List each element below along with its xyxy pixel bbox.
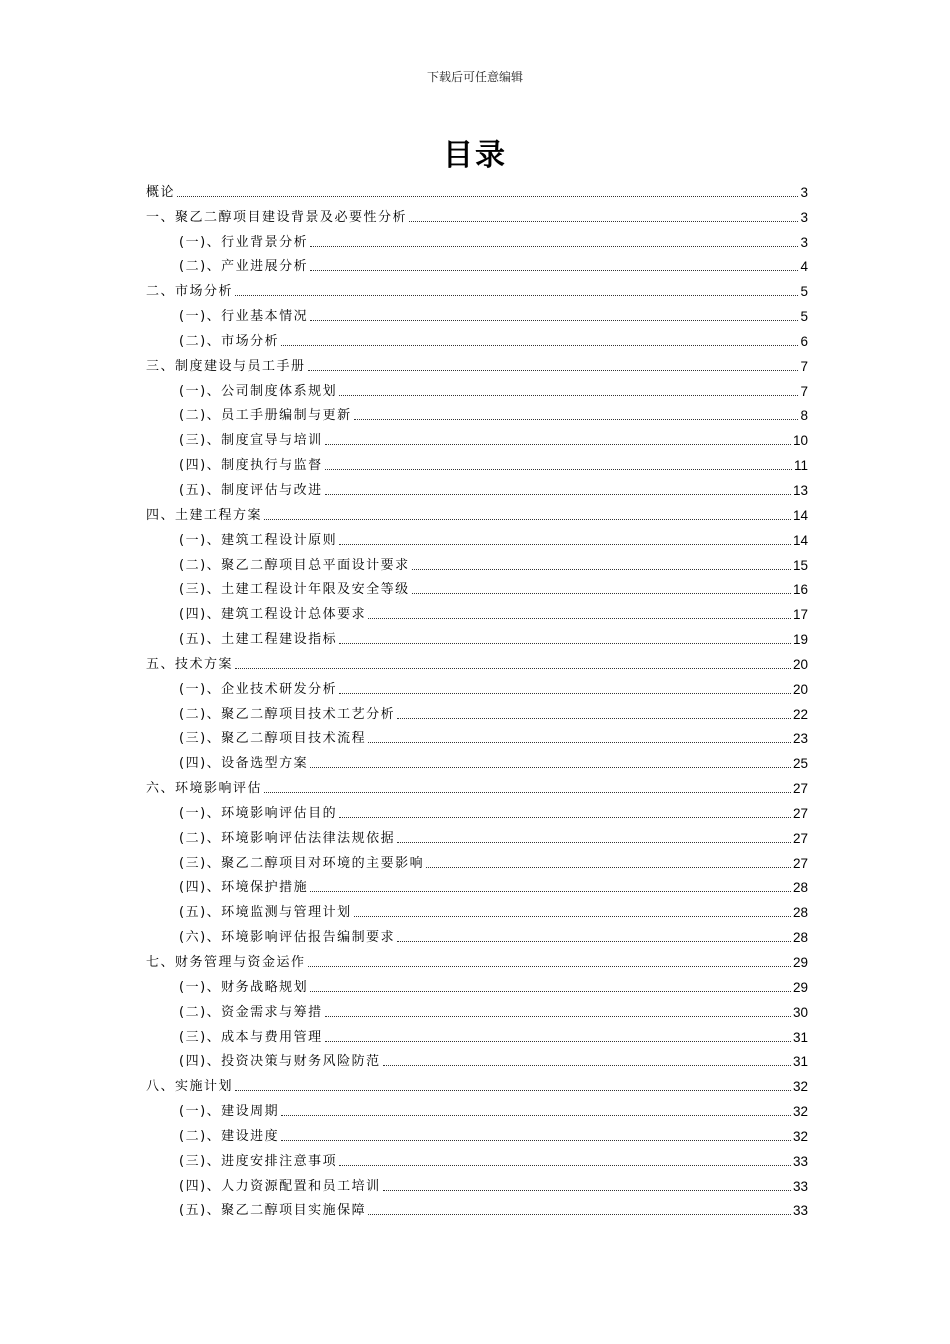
toc-entry-label: (二)、资金需求与筹措 <box>179 1004 323 1020</box>
toc-dot-leader <box>409 220 798 222</box>
toc-entry[interactable] <box>146 946 808 971</box>
toc-dot-leader <box>308 369 799 371</box>
toc-entry-page-number: 6 <box>800 333 808 349</box>
table-of-contents <box>146 176 808 1219</box>
toc-entry-label: (一)、企业技术研发分析 <box>179 681 338 697</box>
toc-entry[interactable] <box>146 474 808 499</box>
toc-dot-leader <box>310 890 791 892</box>
toc-title: 目录 <box>443 138 507 173</box>
toc-entry[interactable] <box>146 921 808 946</box>
toc-dot-leader <box>339 642 791 644</box>
toc-dot-leader <box>325 493 791 495</box>
toc-entry-page-number: 4 <box>800 259 808 275</box>
toc-entry[interactable] <box>146 226 808 251</box>
toc-entry-label: (二)、聚乙二醇项目技术工艺分析 <box>179 706 396 722</box>
toc-entry[interactable] <box>146 1046 808 1071</box>
toc-dot-leader <box>235 667 791 669</box>
toc-entry[interactable] <box>146 623 808 648</box>
toc-dot-leader <box>383 1064 791 1066</box>
toc-dot-leader <box>310 245 798 247</box>
toc-entry-label: (二)、产业进展分析 <box>179 259 309 275</box>
toc-entry-label: 三、制度建设与员工手册 <box>146 358 306 374</box>
toc-entry-page-number: 16 <box>792 582 808 598</box>
toc-entry-label: (四)、建筑工程设计总体要求 <box>179 607 367 623</box>
toc-entry-page-number: 3 <box>800 209 808 225</box>
toc-entry-label: (四)、设备选型方案 <box>179 756 309 772</box>
toc-entry-page-number: 7 <box>800 383 808 399</box>
toc-entry[interactable] <box>146 797 808 822</box>
toc-entry-page-number: 8 <box>800 408 808 424</box>
toc-entry-page-number: 14 <box>792 507 808 523</box>
toc-entry[interactable] <box>146 424 808 449</box>
toc-entry-page-number: 27 <box>792 855 808 871</box>
toc-entry-label: 四、土建工程方案 <box>146 507 263 523</box>
toc-entry[interactable] <box>146 1021 808 1046</box>
toc-entry-label: (三)、聚乙二醇项目对环境的主要影响 <box>179 855 425 871</box>
toc-dot-leader <box>426 866 791 868</box>
toc-dot-leader <box>177 195 798 197</box>
toc-entry[interactable] <box>146 1145 808 1170</box>
toc-dot-leader <box>325 1015 791 1017</box>
toc-entry-label: (二)、市场分析 <box>179 333 280 349</box>
toc-entry-label: (三)、土建工程设计年限及安全等级 <box>179 582 410 598</box>
toc-entry-page-number: 17 <box>792 607 808 623</box>
toc-entry[interactable] <box>146 822 808 847</box>
toc-entry-page-number: 15 <box>792 557 808 573</box>
toc-dot-leader <box>354 915 791 917</box>
toc-dot-leader <box>325 443 791 445</box>
toc-dot-leader <box>310 766 791 768</box>
toc-dot-leader <box>325 468 792 470</box>
toc-entry[interactable] <box>146 1170 808 1195</box>
toc-entry-page-number: 27 <box>792 781 808 797</box>
toc-entry-label: (三)、制度宣导与培训 <box>179 433 323 449</box>
toc-entry[interactable] <box>146 176 808 201</box>
toc-entry-page-number: 11 <box>793 458 808 474</box>
toc-entry[interactable] <box>146 673 808 698</box>
toc-dot-leader <box>308 965 791 967</box>
toc-entry-label: (二)、环境影响评估法律法规依据 <box>179 830 396 846</box>
toc-entry[interactable] <box>146 648 808 673</box>
toc-dot-leader <box>339 816 791 818</box>
toc-entry-page-number: 3 <box>800 234 808 250</box>
toc-entry-label: (五)、环境监测与管理计划 <box>179 905 352 921</box>
toc-entry-page-number: 25 <box>792 756 808 772</box>
toc-dot-leader <box>339 543 791 545</box>
toc-entry-page-number: 32 <box>792 1079 808 1095</box>
toc-entry-label: (五)、聚乙二醇项目实施保障 <box>179 1203 367 1219</box>
toc-entry-page-number: 33 <box>792 1153 808 1169</box>
toc-dot-leader <box>397 940 791 942</box>
toc-entry[interactable] <box>146 698 808 723</box>
toc-entry-page-number: 27 <box>792 830 808 846</box>
toc-entry[interactable] <box>146 847 808 872</box>
toc-entry[interactable] <box>146 1195 808 1220</box>
toc-dot-leader <box>412 568 791 570</box>
toc-entry-page-number: 32 <box>792 1128 808 1144</box>
toc-entry-label: (三)、成本与费用管理 <box>179 1029 323 1045</box>
toc-entry-label: (一)、行业基本情况 <box>179 309 309 325</box>
toc-entry-page-number: 31 <box>792 1054 808 1070</box>
toc-entry[interactable] <box>146 201 808 226</box>
toc-entry-label: 五、技术方案 <box>146 656 234 672</box>
toc-entry-label: (二)、员工手册编制与更新 <box>179 408 352 424</box>
toc-dot-leader <box>310 990 791 992</box>
toc-entry[interactable] <box>146 574 808 599</box>
toc-dot-leader <box>354 418 799 420</box>
toc-entry-page-number: 28 <box>792 880 808 896</box>
toc-dot-leader <box>235 294 798 296</box>
toc-entry-page-number: 13 <box>792 482 808 498</box>
toc-entry-label: (四)、制度执行与监督 <box>179 458 323 474</box>
toc-entry-page-number: 20 <box>792 656 808 672</box>
toc-entry-label: (一)、财务战略规划 <box>179 979 309 995</box>
toc-dot-leader <box>339 1164 791 1166</box>
toc-entry[interactable] <box>146 1095 808 1120</box>
toc-dot-leader <box>281 344 798 346</box>
toc-dot-leader <box>397 717 791 719</box>
toc-entry[interactable] <box>146 275 808 300</box>
toc-entry[interactable] <box>146 772 808 797</box>
toc-entry-label: 二、市场分析 <box>146 284 234 300</box>
toc-entry-page-number: 19 <box>792 632 808 648</box>
toc-entry-page-number: 14 <box>792 532 808 548</box>
toc-entry-label: (一)、建设周期 <box>179 1104 280 1120</box>
toc-entry-page-number: 20 <box>792 681 808 697</box>
header-note: 下载后可任意编辑 <box>426 70 523 84</box>
toc-entry-label: 概论 <box>146 184 176 200</box>
toc-dot-leader <box>339 394 798 396</box>
toc-entry-label: (四)、投资决策与财务风险防范 <box>179 1054 381 1070</box>
toc-entry-page-number: 23 <box>792 731 808 747</box>
toc-entry[interactable] <box>146 300 808 325</box>
toc-dot-leader <box>310 319 798 321</box>
toc-entry[interactable] <box>146 872 808 897</box>
toc-entry[interactable] <box>146 896 808 921</box>
toc-entry-page-number: 32 <box>792 1104 808 1120</box>
toc-entry-label: (五)、制度评估与改进 <box>179 482 323 498</box>
toc-entry[interactable] <box>146 400 808 425</box>
toc-entry-page-number: 5 <box>800 309 808 325</box>
toc-entry-label: (四)、环境保护措施 <box>179 880 309 896</box>
toc-entry-label: (二)、建设进度 <box>179 1128 280 1144</box>
toc-entry-page-number: 30 <box>792 1004 808 1020</box>
toc-dot-leader <box>383 1189 791 1191</box>
toc-entry-page-number: 28 <box>792 905 808 921</box>
toc-entry-page-number: 28 <box>792 930 808 946</box>
toc-entry[interactable] <box>146 499 808 524</box>
toc-dot-leader <box>412 592 791 594</box>
toc-entry[interactable] <box>146 251 808 276</box>
toc-entry-label: (一)、公司制度体系规划 <box>179 383 338 399</box>
toc-entry[interactable] <box>146 375 808 400</box>
toc-entry-label: (五)、土建工程建设指标 <box>179 632 338 648</box>
toc-dot-leader <box>235 1089 791 1091</box>
toc-dot-leader <box>339 692 791 694</box>
toc-entry[interactable] <box>146 1070 808 1095</box>
toc-entry-label: 一、聚乙二醇项目建设背景及必要性分析 <box>146 209 408 225</box>
toc-entry[interactable] <box>146 350 808 375</box>
toc-entry[interactable] <box>146 524 808 549</box>
toc-entry-label: (三)、进度安排注意事项 <box>179 1153 338 1169</box>
toc-entry-label: (四)、人力资源配置和员工培训 <box>179 1178 381 1194</box>
toc-entry[interactable] <box>146 549 808 574</box>
toc-entry-page-number: 31 <box>792 1029 808 1045</box>
toc-entry-page-number: 3 <box>800 184 808 200</box>
toc-entry[interactable] <box>146 449 808 474</box>
toc-entry-page-number: 7 <box>800 358 808 374</box>
toc-dot-leader <box>281 1139 791 1141</box>
toc-entry-label: 八、实施计划 <box>146 1079 234 1095</box>
toc-entry[interactable] <box>146 723 808 748</box>
toc-dot-leader <box>397 841 791 843</box>
toc-entry-label: (六)、环境影响评估报告编制要求 <box>179 930 396 946</box>
toc-dot-leader <box>368 741 791 743</box>
toc-entry-label: (三)、聚乙二醇项目技术流程 <box>179 731 367 747</box>
toc-entry[interactable] <box>146 598 808 623</box>
toc-entry-page-number: 29 <box>792 979 808 995</box>
toc-dot-leader <box>310 269 798 271</box>
toc-entry[interactable] <box>146 996 808 1021</box>
toc-entry[interactable] <box>146 747 808 772</box>
toc-dot-leader <box>368 1213 791 1215</box>
toc-dot-leader <box>325 1040 791 1042</box>
toc-entry-label: 七、财务管理与资金运作 <box>146 955 306 970</box>
toc-entry-label: (一)、建筑工程设计原则 <box>179 532 338 548</box>
toc-entry-page-number: 29 <box>792 955 808 970</box>
toc-dot-leader <box>281 1114 791 1116</box>
toc-entry-label: (一)、环境影响评估目的 <box>179 805 338 821</box>
toc-entry-page-number: 33 <box>792 1178 808 1194</box>
toc-dot-leader <box>264 791 791 793</box>
toc-entry-page-number: 22 <box>792 706 808 722</box>
toc-entry[interactable] <box>146 325 808 350</box>
toc-entry[interactable] <box>146 1120 808 1145</box>
toc-dot-leader <box>368 617 791 619</box>
toc-entry[interactable] <box>146 971 808 996</box>
toc-entry-label: (一)、行业背景分析 <box>179 234 309 250</box>
toc-entry-page-number: 5 <box>800 284 808 300</box>
toc-dot-leader <box>264 518 791 520</box>
toc-entry-label: (二)、聚乙二醇项目总平面设计要求 <box>179 557 410 573</box>
toc-entry-page-number: 27 <box>792 805 808 821</box>
toc-entry-label: 六、环境影响评估 <box>146 781 263 797</box>
toc-entry-page-number: 33 <box>792 1203 808 1219</box>
toc-entry-page-number: 10 <box>792 433 808 449</box>
